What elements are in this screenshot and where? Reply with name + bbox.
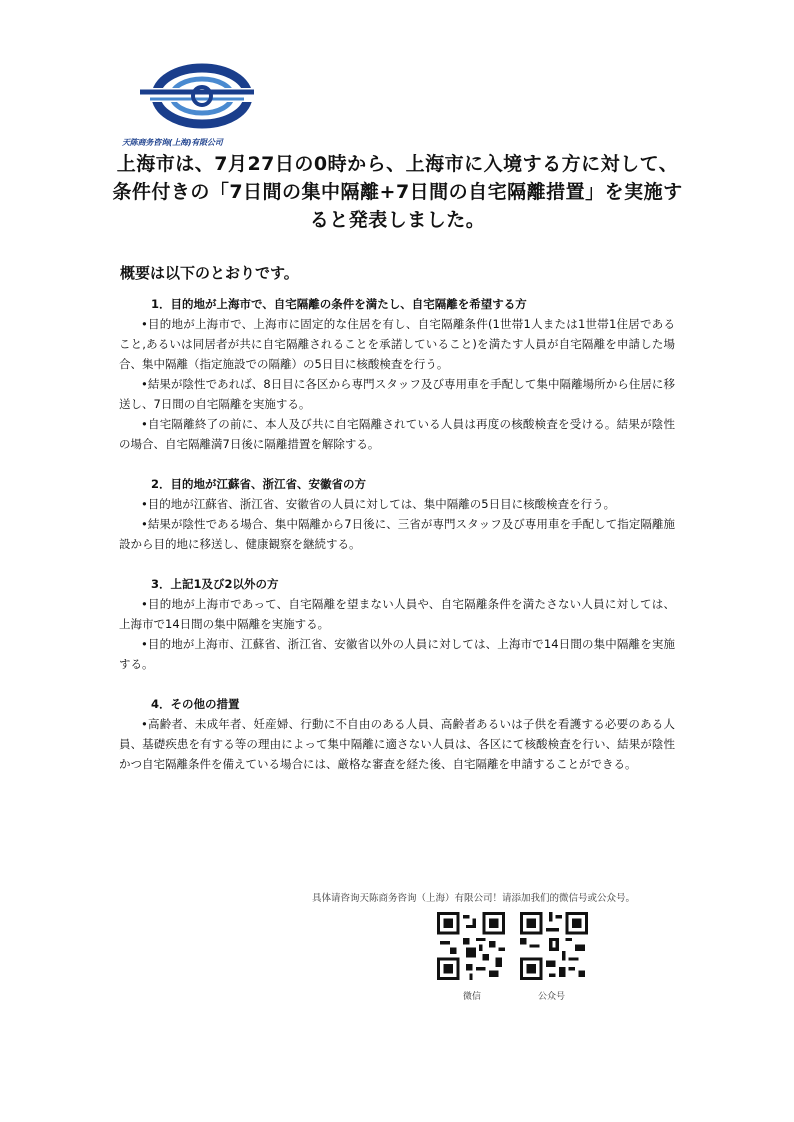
section-2 [119,474,675,554]
paragraph: •目的地が江蘇省、浙江省、安徽省の人員に対しては、集中隔離の5日目に核酸検査を行う。 [141,497,616,511]
paragraph: •目的地が上海市で、上海市に固定的な住居を有し、自宅隔離条件(1世帯1人または1世帯1住居であること,あるいは同居者が共に自宅隔離されることを承諾していること)を満たす人員が自宅隔離を申請した場合、集中隔離（指定施設での隔離）の5日目に核酸検査を行う。 [119,317,675,371]
section-heading: 4．その他の措置 [151,697,240,711]
section-4 [119,694,675,774]
paragraph: •高齢者、未成年者、妊産婦、行動に不自由のある人員、高齢者あるいは子供を看護する必要のある人員、基礎疾患を有する等の理由によって集中隔離に適さない人員は、各区にて核酸検査を行い、結果が陰性かつ自宅隔離条件を備えている場合には、厳格な審査を経た後、自宅隔離を申請することができる。 [119,717,675,771]
contact-note: 具体请咨询天陈商务咨询（上海）有限公司！请添加我们的微信号或公众号。 [312,893,636,904]
official-account-qr-code[interactable] [520,912,588,980]
section-heading: 1．目的地が上海市で、自宅隔離の条件を満たし、自宅隔離を希望する方 [151,297,527,311]
paragraph: •自宅隔離終了の前に、本人及び共に自宅隔離されている人員は再度の核酸検査を受ける。結果が陰性の場合、自宅隔離満7日後に隔離措置を解除する。 [119,417,675,451]
section-3 [119,574,675,674]
section-heading: 2．目的地が江蘇省、浙江省、安徽省の方 [151,477,366,491]
page-title: 上海市は、7月27日の0時から、上海市に入境する方に対して、条件付きの「7日間の集中隔離+7日間の自宅隔離措置」を実施すると発表しました。 [112,153,683,231]
paragraph: •結果が陰性であれば、8日目に各区から専門スタッフ及び専用車を手配して集中隔離場所から住居に移送し、7日間の自宅隔離を実施する。 [119,377,675,411]
wechat-qr-code[interactable] [437,912,505,980]
wechat-label: 微信 [463,992,482,1002]
section-heading: 3．上記1及び2以外の方 [151,577,279,591]
body-content [119,294,675,774]
company-name: 天陈商务咨询(上海)有限公司 [122,138,223,147]
section-1 [119,294,675,454]
paragraph: •結果が陰性である場合、集中隔離から7日後に、三省が専門スタッフ及び専用車を手配して指定隔離施設から目的地に移送し、健康観察を継続する。 [119,517,675,551]
paragraph: •目的地が上海市、江蘇省、浙江省、安徽省以外の人員に対しては、上海市で14日間の集中隔離を実施する。 [119,637,675,671]
official-account-label: 公众号 [538,992,566,1002]
summary-heading: 概要は以下のとおりです。 [120,264,299,282]
paragraph: •目的地が上海市であって、自宅隔離を望まない人員や、自宅隔離条件を満たさない人員に対しては、上海市で14日間の集中隔離を実施する。 [119,597,675,631]
